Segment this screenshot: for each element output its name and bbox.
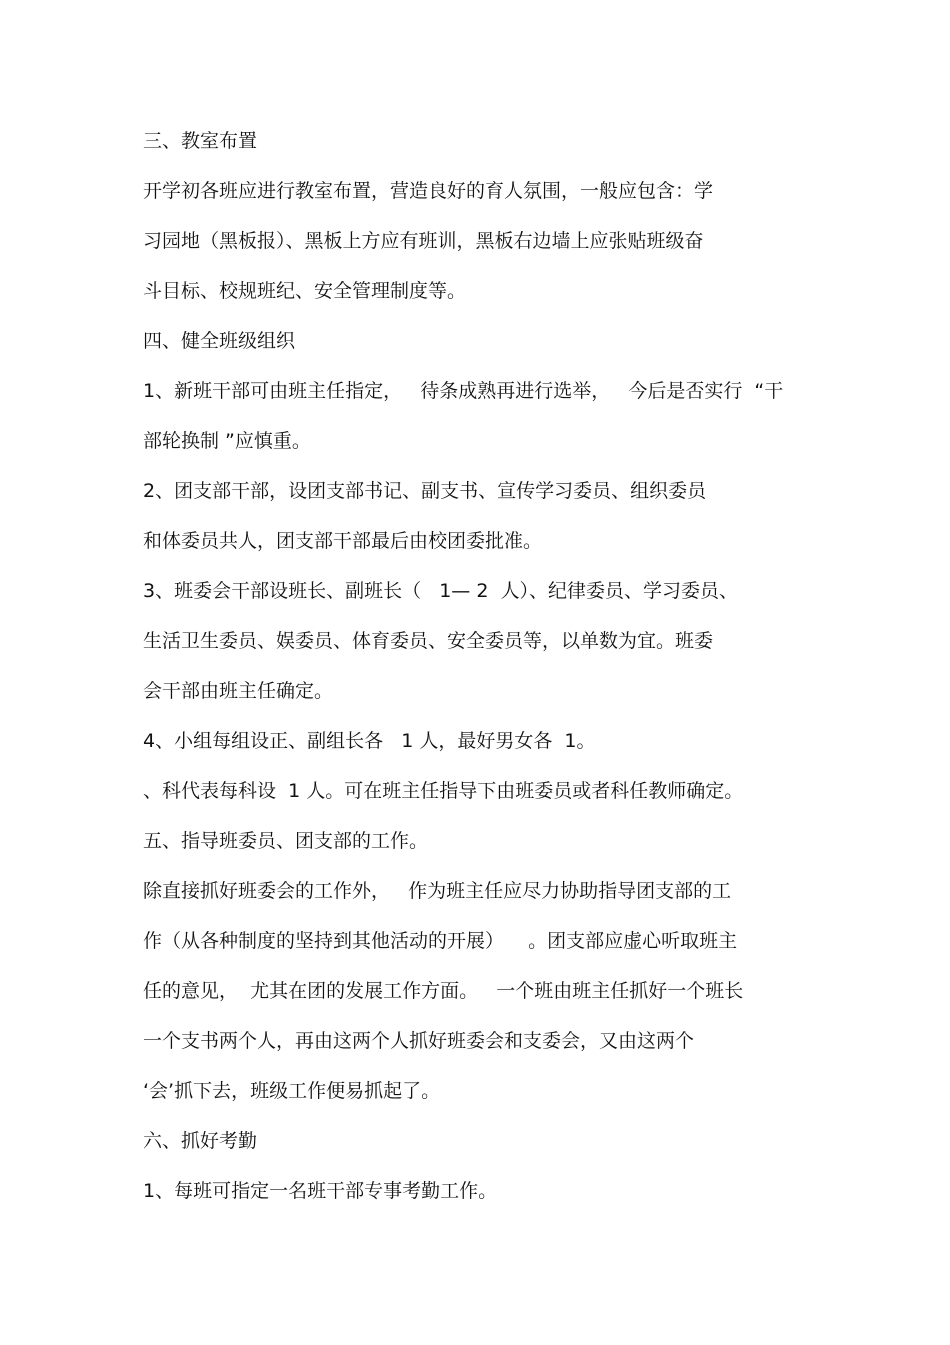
paragraph-line: 和体委员共人，团支部干部最后由校团委批准。 bbox=[143, 530, 543, 552]
paragraph-line: ‘会’抓下去，班级工作便易抓起了。 bbox=[143, 1080, 441, 1102]
heading-class-organization: 四、健全班级组织 bbox=[143, 330, 296, 352]
paragraph-line: 3、班委会干部设班长、副班长（ 1— 2 人）、纪律委员、学习委员、 bbox=[143, 580, 739, 602]
paragraph-line: 斗目标、校规班纪、安全管理制度等。 bbox=[143, 280, 467, 302]
paragraph-line: 习园地（黑板报）、黑板上方应有班训，黑板右边墙上应张贴班级奋 bbox=[143, 230, 704, 252]
paragraph-line: 4、小组每组设正、副组长各 1 人，最好男女各 1。 bbox=[143, 730, 596, 752]
paragraph-line: 1、每班可指定一名班干部专事考勤工作。 bbox=[143, 1180, 498, 1202]
paragraph-line: 作（从各种制度的坚持到其他活动的开展） 。团支部应虚心听取班主 bbox=[143, 930, 738, 952]
paragraph-line: 一个支书两个人，再由这两个人抓好班委会和支委会，又由这两个 bbox=[143, 1030, 695, 1052]
paragraph-line: 任的意见， 尤其在团的发展工作方面。 一个班由班主任抓好一个班长 bbox=[143, 980, 744, 1002]
heading-guide-committee: 五、指导班委员、团支部的工作。 bbox=[143, 830, 429, 852]
paragraph-line: 除直接抓好班委会的工作外， 作为班主任应尽力协助指导团支部的工 bbox=[143, 880, 732, 902]
paragraph-line: 开学初各班应进行教室布置，营造良好的育人氛围，一般应包含：学 bbox=[143, 180, 714, 202]
paragraph-line: 部轮换制 ”应慎重。 bbox=[143, 430, 311, 452]
paragraph-line: 生活卫生委员、娱委员、体育委员、安全委员等，以单数为宜。班委 bbox=[143, 630, 714, 652]
paragraph-line: 2、团支部干部，设团支部书记、副支书、宣传学习委员、组织委员 bbox=[143, 480, 707, 502]
paragraph-line: 、科代表每科设 1 人。可在班主任指导下由班委员或者科任教师确定。 bbox=[143, 780, 744, 802]
paragraph-line: 1、新班干部可由班主任指定， 待条成熟再进行选举， 今后是否实行 “干 bbox=[143, 380, 784, 402]
paragraph-line: 会干部由班主任确定。 bbox=[143, 680, 334, 702]
heading-classroom-layout: 三、教室布置 bbox=[143, 130, 258, 152]
heading-attendance: 六、抓好考勤 bbox=[143, 1130, 258, 1152]
